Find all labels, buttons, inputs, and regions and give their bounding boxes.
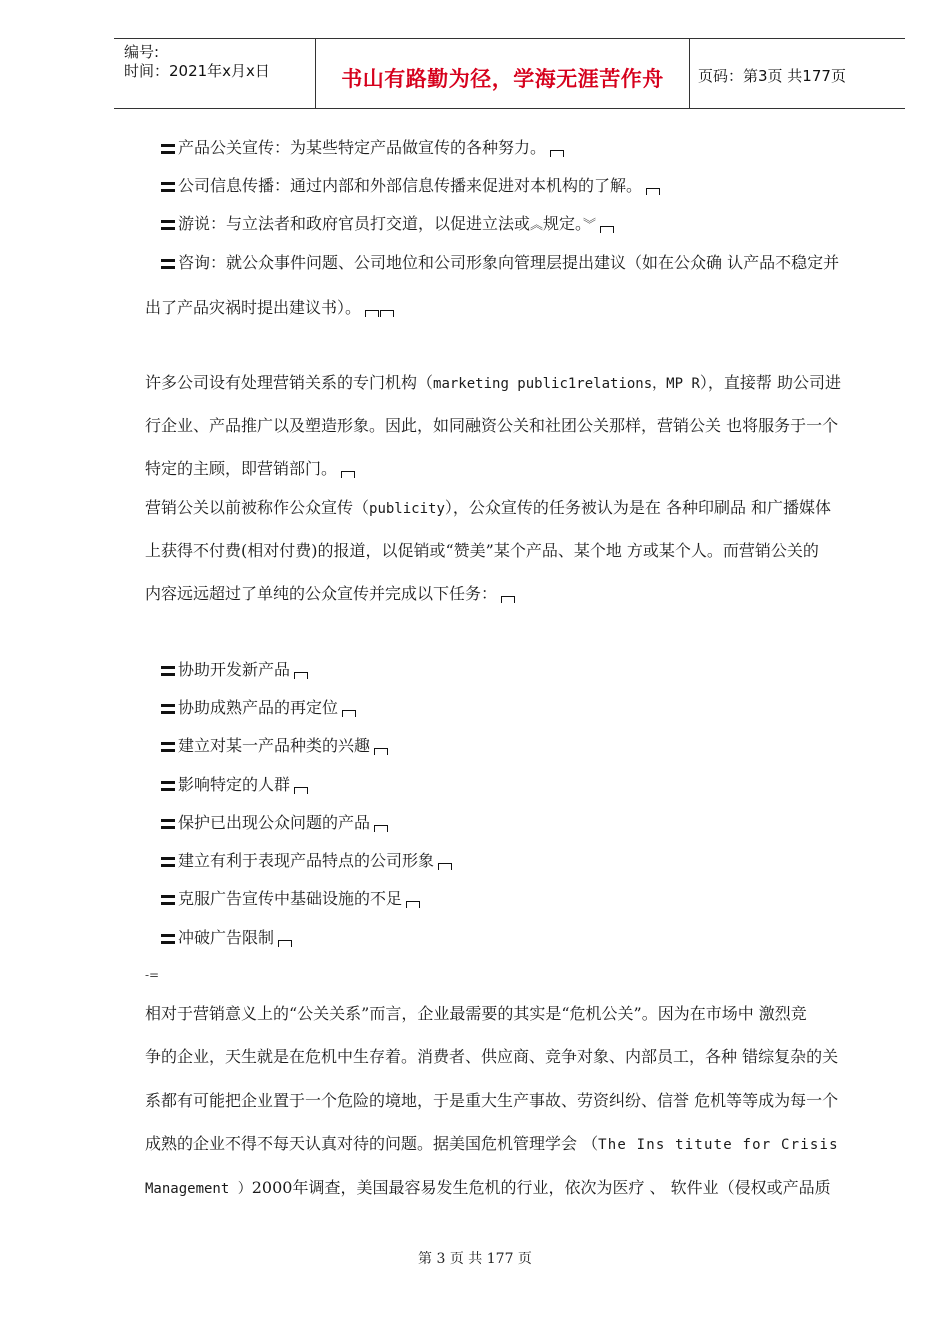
bullet-icon bbox=[161, 259, 175, 269]
list-item-text-tail: 规定。 bbox=[543, 214, 584, 233]
list-item-text: 公司信息传播：通过内部和外部信息传播来促进对本机构的了解。 bbox=[178, 176, 643, 195]
number-label: 编号: bbox=[124, 43, 160, 61]
bullet-icon bbox=[161, 781, 175, 791]
header-page-cell bbox=[690, 39, 904, 108]
paragraph-mark-icon bbox=[278, 940, 292, 947]
paragraph-line: 相对于营销意义上的“公关关系”而言，企业最需要的其实是“危机公关”。因为在市场中 激烈竞 bbox=[145, 1004, 807, 1023]
paragraph-mark-icon bbox=[438, 863, 452, 870]
paragraph-mark-icon bbox=[294, 672, 308, 679]
list-item bbox=[161, 253, 839, 273]
paragraph-mark-icon bbox=[501, 596, 515, 603]
list-item-text: 产品公关宣传：为某些特定产品做宣传的各种努力。 bbox=[178, 138, 547, 157]
list-item-text: 咨询：就公众事件问题、公司地位和公司形象向管理层提出建议（如在公众确 认产品不稳定并 bbox=[178, 253, 840, 272]
paragraph-mark-icon bbox=[646, 188, 660, 195]
task-item: 协助成熟产品的再定位 bbox=[161, 698, 356, 718]
bullet-icon bbox=[161, 144, 175, 154]
task-item: 建立对某一产品种类的兴趣 bbox=[161, 736, 388, 756]
paragraph-mark-icon bbox=[380, 310, 394, 317]
list-item bbox=[161, 138, 564, 158]
list-item-continuation: 出了产品灾祸时提出建议书）。 bbox=[145, 298, 394, 318]
paragraph-line: Management ）2000年调查，美国最容易发生危机的行业，依次为医疗 、 软件业（侵权或产品质 bbox=[145, 1178, 831, 1197]
task-item: 影响特定的人群 bbox=[161, 775, 308, 795]
bullet-icon bbox=[161, 666, 175, 676]
bullet-icon bbox=[161, 704, 175, 714]
paragraph-line: 行企业、产品推广以及塑造形象。因此，如同融资公关和社团公关那样，营销公关 也将服务于一个 bbox=[145, 416, 839, 435]
paragraph-line: 系都有可能把企业置于一个危险的境地，于是重大生产事故、劳资纠纷、信誉 危机等等成为每一个 bbox=[145, 1091, 839, 1110]
list-item bbox=[161, 176, 660, 196]
task-item: 冲破广告限制 bbox=[161, 928, 292, 948]
task-item: 克服广告宣传中基础设施的不足 bbox=[161, 889, 420, 909]
task-item: 保护已出现公众问题的产品 bbox=[161, 813, 388, 833]
task-item: 建立有利于表现产品特点的公司形象 bbox=[161, 851, 452, 871]
list-item-text: 游说：与立法者和政府官员打交道，以促进立法或 bbox=[178, 214, 531, 233]
stray-mark: -= bbox=[145, 968, 160, 982]
header-meta-cell bbox=[114, 39, 316, 108]
paragraph-line: 内容远远超过了单纯的公众宣传并完成以下任务： bbox=[145, 584, 515, 604]
paragraph-mark-icon bbox=[600, 226, 614, 233]
paragraph-line: 成熟的企业不得不每天认真对待的问题。据美国危机管理学会 （The Ins titute for Crisis bbox=[145, 1134, 839, 1153]
paragraph-mark-icon bbox=[294, 787, 308, 794]
paragraph-mark-icon bbox=[374, 825, 388, 832]
motto-text: 书山有路勤为径，学海无涯苦作舟 bbox=[341, 67, 664, 91]
double-caret-up-icon: ︽ bbox=[530, 218, 544, 233]
time-label: 时间：2021年x月x日 bbox=[124, 62, 270, 80]
bullet-icon bbox=[161, 895, 175, 905]
bullet-icon bbox=[161, 182, 175, 192]
paragraph-mark-icon bbox=[365, 310, 379, 317]
header-motto-cell bbox=[316, 39, 690, 108]
paragraph-mark-icon bbox=[374, 748, 388, 755]
bullet-icon bbox=[161, 742, 175, 752]
paragraph-line: 营销公关以前被称作公众宣传（publicity），公众宣传的任务被认为是在 各种印刷品 和广播媒体 bbox=[145, 498, 832, 517]
task-item: 协助开发新产品 bbox=[161, 660, 308, 680]
paragraph-mark-icon bbox=[550, 150, 564, 157]
paragraph-mark-icon bbox=[342, 710, 356, 717]
bullet-icon bbox=[161, 819, 175, 829]
bullet-icon bbox=[161, 220, 175, 230]
document-header bbox=[114, 38, 905, 109]
page-info: 页码：第3页 共177页 bbox=[698, 67, 846, 85]
paragraph-line: 争的企业，天生就是在危机中生存着。消费者、供应商、竞争对象、内部员工，各种 错综复杂的关 bbox=[145, 1047, 839, 1066]
bullet-icon bbox=[161, 857, 175, 867]
paragraph-mark-icon bbox=[341, 471, 355, 478]
paragraph-line: 许多公司设有处理营销关系的专门机构（marketing public1relations，MP R），直接帮 助公司进 bbox=[145, 373, 841, 392]
paragraph-line: 特定的主顾，即营销部门。 bbox=[145, 459, 355, 479]
bullet-icon bbox=[161, 934, 175, 944]
paragraph-line: 上获得不付费(相对付费)的报道，以促销或“赞美”某个产品、某个地 方或某个人。而营销公关的 bbox=[145, 541, 819, 560]
page-footer: 第 3 页 共 177 页 bbox=[418, 1251, 532, 1267]
paragraph-mark-icon bbox=[406, 901, 420, 908]
list-item bbox=[161, 214, 614, 236]
double-caret-down-icon: ︾ bbox=[583, 218, 597, 233]
